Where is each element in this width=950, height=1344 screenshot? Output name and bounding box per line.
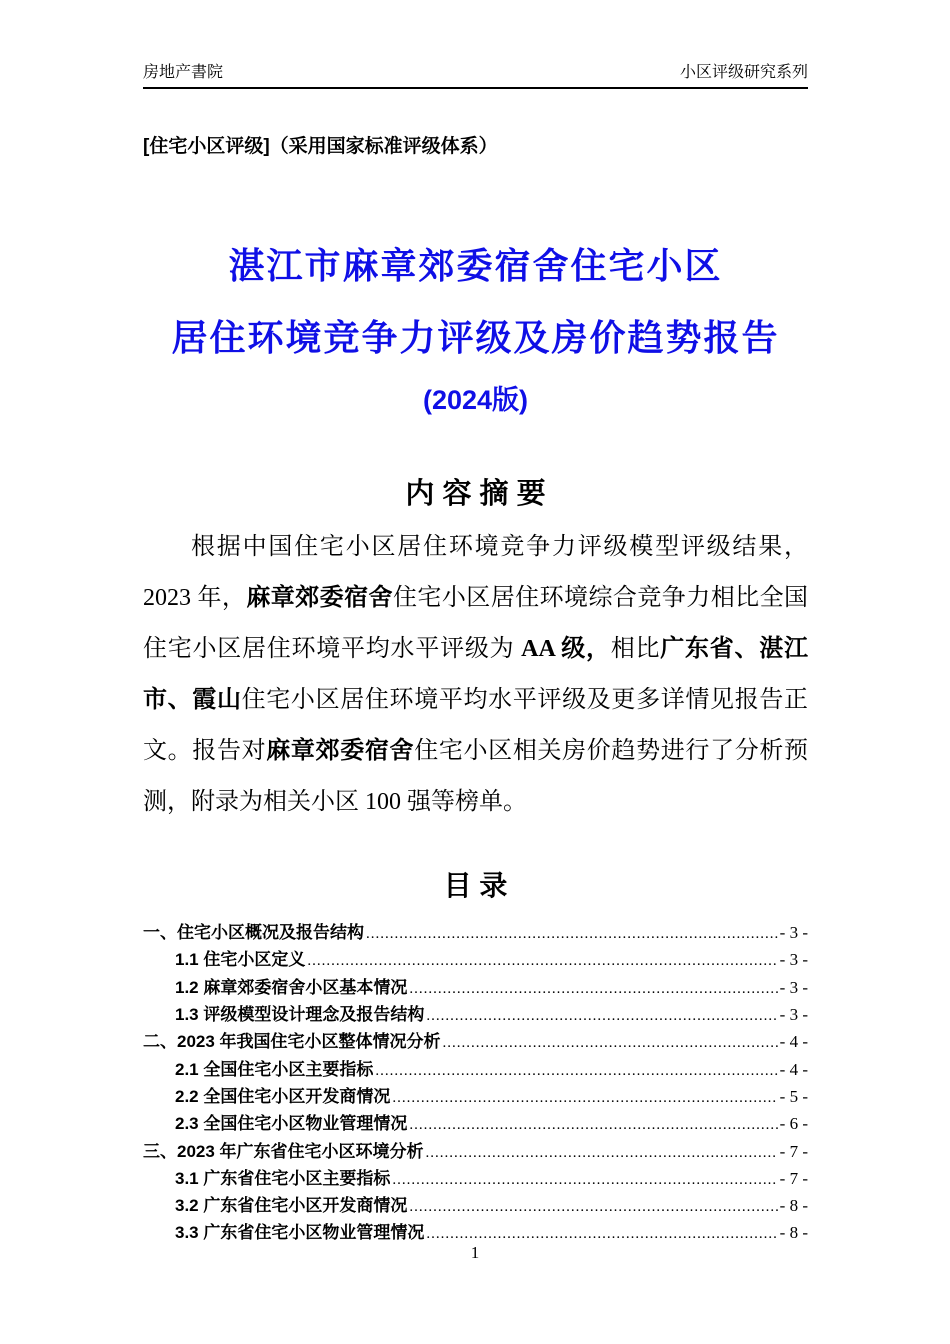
toc-entry-label: 2.2 全国住宅小区开发商情况 [175, 1086, 391, 1106]
toc-dot-leader [366, 921, 778, 947]
page-number: 1 [470, 1243, 480, 1262]
toc-entry-label: 三、2023 年广东省住宅小区环境分析 [143, 1141, 424, 1161]
summary-heading: 内 容 摘 要 [405, 478, 546, 511]
report-title-line1: 湛江市麻章郊委宿舍住宅小区 [228, 245, 723, 287]
toc-dot-leader [443, 1030, 778, 1056]
toc-entry-page: - 4 - [779, 1032, 808, 1052]
toc-entry-page: - 7 - [779, 1141, 808, 1161]
toc-entry [143, 1166, 808, 1193]
toc-entry-label: 3.1 广东省住宅小区主要指标 [175, 1168, 391, 1188]
toc-entry-label: 3.2 广东省住宅小区开发商情况 [175, 1196, 408, 1216]
toc-entry [143, 1111, 808, 1138]
toc-entry [143, 1139, 808, 1166]
toc-entry [143, 1002, 808, 1029]
toc-entry-label: 一、住宅小区概况及报告结构 [143, 923, 364, 943]
toc-dot-leader [426, 1003, 777, 1029]
toc-entry [143, 1029, 808, 1056]
toc-entry-label: 3.3 广东省住宅小区物业管理情况 [175, 1223, 425, 1243]
report-edition: (2024版) [422, 385, 529, 416]
toc-dot-leader [409, 1194, 777, 1220]
toc-entry [143, 1084, 808, 1111]
toc-entry-label: 二、2023 年我国住宅小区整体情况分析 [143, 1032, 441, 1052]
summary-paragraph [143, 522, 808, 828]
toc-dot-leader [392, 1167, 777, 1193]
toc-entry-page: - 3 - [779, 923, 808, 943]
toc-dot-leader [409, 976, 777, 1002]
toc-entry-page: - 4 - [779, 1059, 808, 1079]
toc-entry [143, 1057, 808, 1084]
toc-dot-leader [426, 1140, 778, 1166]
toc-list [143, 920, 808, 1248]
summary-segment-rating: AA 级， [521, 636, 611, 663]
rating-system-note: [住宅小区评级]（采用国家标准评级体系） [143, 136, 498, 158]
header-left-text: 房地产書院 [143, 64, 224, 81]
toc-entry-label: 2.1 全国住宅小区主要指标 [175, 1059, 374, 1079]
summary-segment: 住宅小区相关房价趋势进行了分析预测，附录为相关小区 100 强等榜单。 [143, 738, 809, 816]
summary-segment-regions: 广东省、湛江市、霞山 [143, 636, 809, 714]
report-title-block [143, 245, 808, 416]
toc-entry-page: - 3 - [779, 1005, 808, 1025]
toc-entry-page: - 3 - [779, 977, 808, 997]
toc-entry [143, 1193, 808, 1220]
toc-heading: 目 录 [443, 870, 508, 902]
page-header [143, 0, 808, 89]
summary-segment: 住宅小区居住环境综合竞争力相比全国住宅小区居住环境平均水平评级为 [143, 585, 809, 663]
toc-entry-page: - 5 - [779, 1086, 808, 1106]
toc-dot-leader [409, 1112, 777, 1138]
summary-segment: 根据中国住宅小区居住环境竞争力评级模型评级结果，2023 年， [143, 534, 808, 612]
summary-segment-community-name: 麻章郊委宿舍 [266, 738, 415, 765]
toc-entry-page: - 6 - [779, 1114, 808, 1134]
toc-entry [143, 920, 808, 947]
toc-entry-page: - 3 - [779, 950, 808, 970]
toc-entry-label: 2.3 全国住宅小区物业管理情况 [175, 1114, 408, 1134]
toc-entry-page: - 8 - [779, 1223, 808, 1243]
summary-segment-community-name: 麻章郊委宿舍 [246, 585, 393, 612]
toc-entry [143, 975, 808, 1002]
summary-segment: 住宅小区居住环境平均水平评级及更多详情见报告正文。报告对 [143, 687, 809, 765]
toc-entry [143, 947, 808, 974]
toc-entry-page: - 7 - [779, 1168, 808, 1188]
toc-dot-leader [375, 1058, 777, 1084]
report-title-line2: 居住环境竞争力评级及房价趋势报告 [171, 317, 780, 359]
toc-entry-page: - 8 - [779, 1196, 808, 1216]
toc-entry-label: 1.2 麻章郊委宿舍小区基本情况 [175, 977, 408, 997]
toc-entry-label: 1.1 住宅小区定义 [175, 950, 306, 970]
toc-dot-leader [392, 1085, 777, 1111]
header-right-text: 小区评级研究系列 [679, 64, 808, 81]
summary-segment: 相比 [610, 636, 661, 663]
toc-dot-leader [307, 948, 777, 974]
toc-entry-label: 1.3 评级模型设计理念及报告结构 [175, 1005, 425, 1025]
